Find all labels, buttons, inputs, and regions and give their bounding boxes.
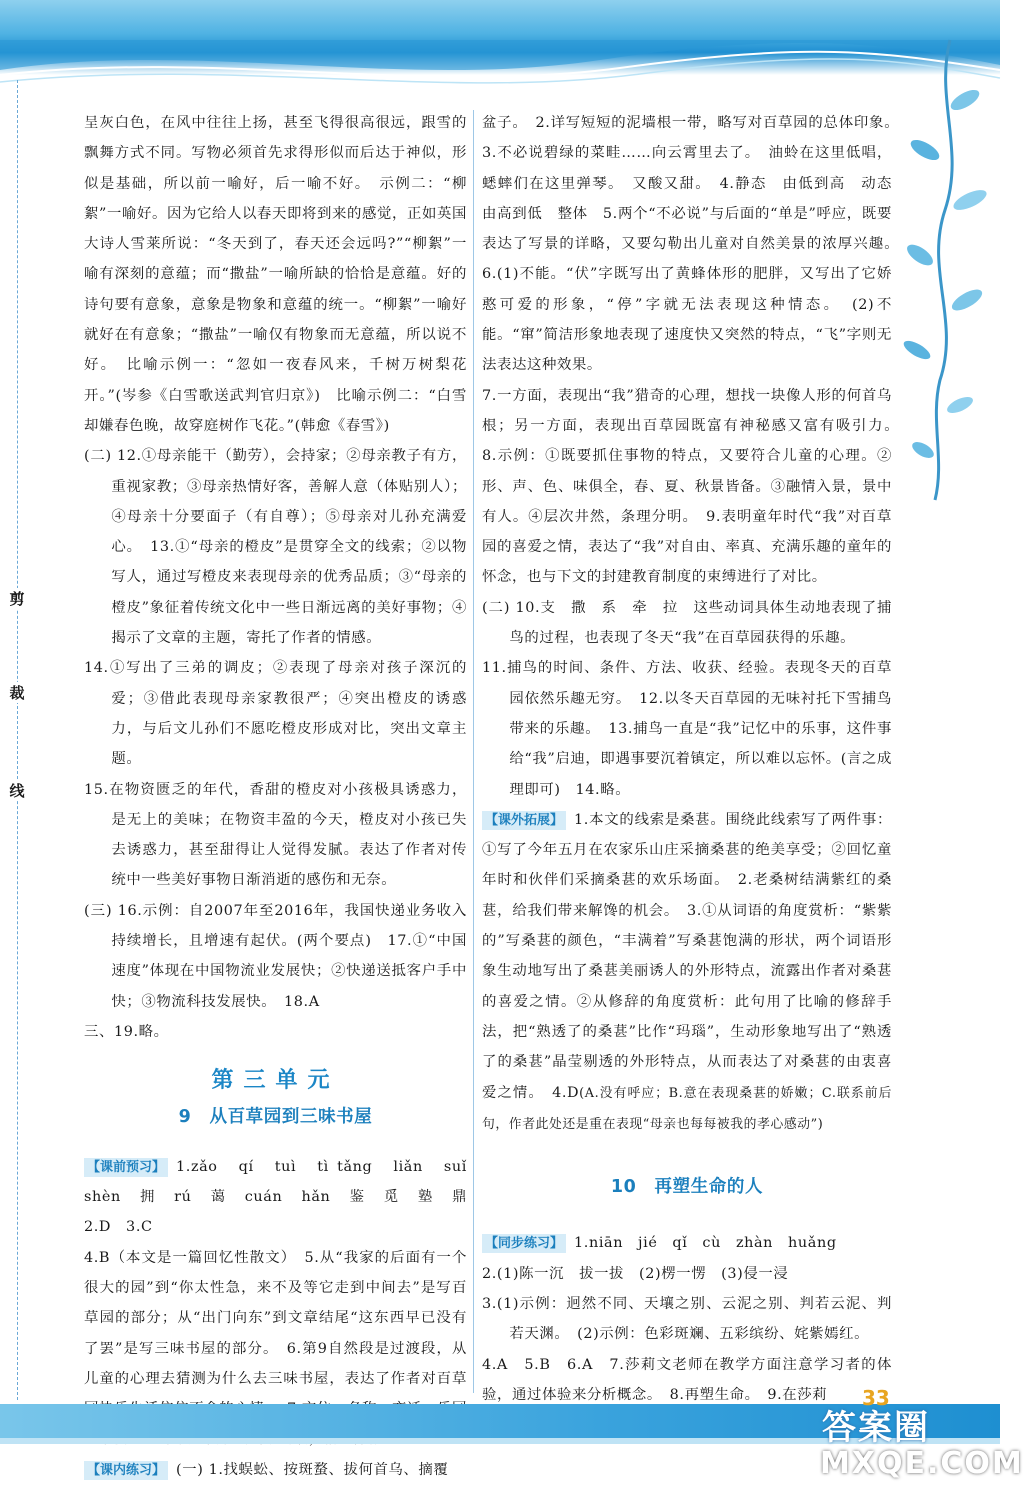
answer-item: 15.在物资匮乏的年代，香甜的橙皮对小孩极具诱惑力，是无上的美味；在物资丰盈的今天，橙皮对小孩已失去诱惑力，甚至甜得让人觉得发腻。表达了作者对传统中一些美好事物日渐消逝的感伤和无奈。 (84, 781, 467, 889)
answer-paragraph: 呈灰白色，在风中往往上扬，甚至飞得很高很远，跟雪的飘舞方式不同。写物必须首先求得形似而后达于神似，形似是基础，所以前一喻好，后一喻不好。 示例二：“柳絮”一喻好。因为它给人以春天即将到来的感觉，正如英国大诗人雪莱所说：“冬天到了，春天还会远吗?”“柳絮”一喻有深刻的意蕴；而“撒盐”一喻所缺的恰恰是意蕴。好的诗句要有意象，意象是物象和意蕴的统一。“柳絮”一喻好就好在有意象；“撒盐”一喻仅有物象而无意蕴，所以说不好。 比喻示例一：“忽如一夜春风来，千树万树梨花开。”(岑参《白雪歌送武判官归京》) 比喻示例二：“白雪却嫌春色晚，故穿庭树作飞花。”(韩愈《春雪》) (84, 115, 467, 434)
answer-item: 7.一方面，表现出“我”猎奇的心理，想找一块像人形的何首乌根；另一方面，表现出百草园既富有神秘感又富有吸引力。 8.示例：①既要抓住事物的特点，又要符合儿童的心理。②形、声、色、味俱全，春、夏、秋景皆备。③融情入景，景中有人。④层次井然，条理分明。 9.表明童年时代“我”对百草园的喜爱之情，表达了“我”对自由、率真、充满乐趣的童年的怀念，也与下文的封建教育制度的束缚进行了对比。 (482, 387, 907, 586)
section-text: 1.本文的线索是桑葚。围绕此线索写了两件事：①写了今年五月在农家乐山庄采摘桑葚的绝美享受；②回忆童年时和伙伴们采摘桑葚的欢乐场面。 2.老桑树结满紫红的桑葚，给我们带来解馋的机会。 3.①从词语的角度赏析：“紫紫的”写桑葚的颜色，“丰满着”写桑葚饱满的形状，两个词语形象生动地写出了桑葚美丽诱人的外形特点，流露出作者对桑葚的喜爱之情。②从修辞的角度赏析：此句用了比喻的修辞手法，把“熟透了的桑葚”比作“玛瑙”，生动形象地写出了“熟透了的桑葚”晶莹剔透的外形特点，从而表达了对桑葚的由衷喜爱之情。 4.D (482, 811, 892, 1101)
page-number: 33 (862, 1386, 890, 1410)
section-note: (A.没有呼应；B.意在表现桑葚的娇嫩；C.联系前后句，作者此处还是重在表现“母亲也每每被我的孝心感动”) (482, 1085, 892, 1132)
answer-item: (二) 10.支 撒 系 牵 拉 这些动词具体生动地表现了捕鸟的过程，也表现了冬天“我”在百草园获得的乐趣。 (482, 599, 892, 647)
watermark-logo: 答案圈 (822, 1408, 930, 1448)
answer-paragraph: 盆子。 2.详写短短的泥墙根一带，略写对百草园的总体印象。 3.不必说碧绿的菜畦……向云霄里去了。 油蛉在这里低唱，蟋蟀们在这里弹琴。 又酸又甜。 4.静态 由低到高 动态 由高到低 整体 5.两个“不必说”与后面的“单是”呼应，既要表达了写景的详略，又要勾勒出儿童对自然美景的浓厚兴趣。 6.(1)不能。“伏”字既写出了黄蜂体形的肥胖，又写出了它娇憨可爱的形象，“停”字就无法表现这种情态。 (2)不能。“窜”简洁形象地表现了速度快又突然的特点，“飞”字则无法表达这种效果。 (482, 115, 907, 374)
left-column (84, 108, 482, 1485)
answer-item: 三、19.略。 (84, 1023, 169, 1040)
section-class (84, 1455, 467, 1485)
answer-item: 4.A 5.B 6.A 7.莎莉文老师在教学方面注意学习者的体验，通过体验来分析概念。 8.再塑生命。 9.在莎莉 (482, 1356, 892, 1403)
section-text: 4.B（本文是一篇回忆性散文） 5.从“我家的后面有一个很大的园”到“你太性急，来不及等它走到中间去”是写百草园的部分；从“出门向东”到文章结尾“这东西早已没有了罢”是写三味书屋的部分。 6.第9自然段是过渡段，从儿童的心理去猜测为什么去三味书屋，表达了作者对百草 (84, 1249, 467, 1387)
vine-decoration (895, 40, 995, 500)
section-text: 1.zǎo qí tuì tì tǎng liǎn suǐ shèn 拥 rú 蔼 cuán hǎn 鉴 觅 塾 鼎 2.D 3.C (84, 1158, 482, 1236)
cut-label: 线 (9, 782, 25, 800)
answer-item: 11.捕鸟的时间、条件、方法、收获、经验。表现冬天的百草园依然乐趣无穷。 12.以冬天百草园的无味衬托下雪捕鸟带来的乐趣。 13.捕鸟一直是“我”记忆中的乐事，这件事给“我”启迪，即遇事要沉着镇定，所以难以忘怀。(言之成理即可) 14.略。 (482, 660, 892, 798)
right-column (482, 108, 907, 1410)
answer-item: 3.(1)示例：迥然不同、天壤之别、云泥之别、判若云泥、判若天渊。 (2)示例：色彩斑斓、五彩缤纷、姹紫嫣红。 (482, 1295, 892, 1343)
answer-item: (三) 16.示例：自2007年至2016年，我国快递业务收入持续增长，且增速有起伏。(两个要点) 17.①“中国速度”体现在中国物流业发展快；②快递送抵客户手中快；③物流科技发展快。 18.A (84, 902, 467, 1010)
section-tag: 【同步练习】 (482, 1234, 566, 1253)
answer-item: 2.(1)陈一沉 拔一拔 (2)楞一愣 (3)侵一浸 (482, 1265, 789, 1282)
section-tag: 【课内练习】 (84, 1461, 168, 1480)
section-extension (482, 805, 892, 1140)
lesson-title: 9 从百草园到三味书屋 (178, 1106, 373, 1127)
section-tag: 【课外拓展】 (482, 811, 566, 830)
unit-title: 第三单元 (211, 1067, 340, 1094)
cut-label: 剪 (9, 590, 25, 608)
header-swoosh (0, 40, 1000, 100)
answer-item: (二) 12.①母亲能干（勤劳），会持家；②母亲教子有方，重视家教；③母亲热情好客，善解人意（体贴别人）；④母亲十分要面子（有自尊）；⑤母亲对儿孙充满爱心。 13.①“母亲的橙皮”是贯穿全文的线索；②以物写人，通过写橙皮来表现母亲的优秀品质；③“母亲的橙皮”象征着传统文化中一些日渐远离的美好事物；④揭示了文章的主题，寄托了作者的情感。 (84, 448, 467, 647)
section-tag: 【课前预习】 (84, 1158, 168, 1177)
watermark-url: MXQE.COM (820, 1446, 1024, 1481)
cut-line (17, 80, 18, 1400)
answer-item: 14.①写出了三弟的调皮；②表现了母亲对孩子深沉的爱；③借此表现母亲家教很严；④突出橙皮的诱惑力，与后文儿孙们不愿吃橙皮形成对比，突出文章主题。 (84, 660, 467, 768)
section-text: 1.niān jié qǐ cù zhàn huǎng (574, 1235, 837, 1252)
section-sync (482, 1228, 892, 1258)
lesson-title: 10 再塑生命的人 (610, 1177, 764, 1198)
section-preview (84, 1152, 482, 1243)
cut-label: 裁 (9, 684, 25, 702)
section-text: (一) 1.找蜈蚣、按斑蝥、拔何首乌、摘覆 (176, 1461, 449, 1478)
